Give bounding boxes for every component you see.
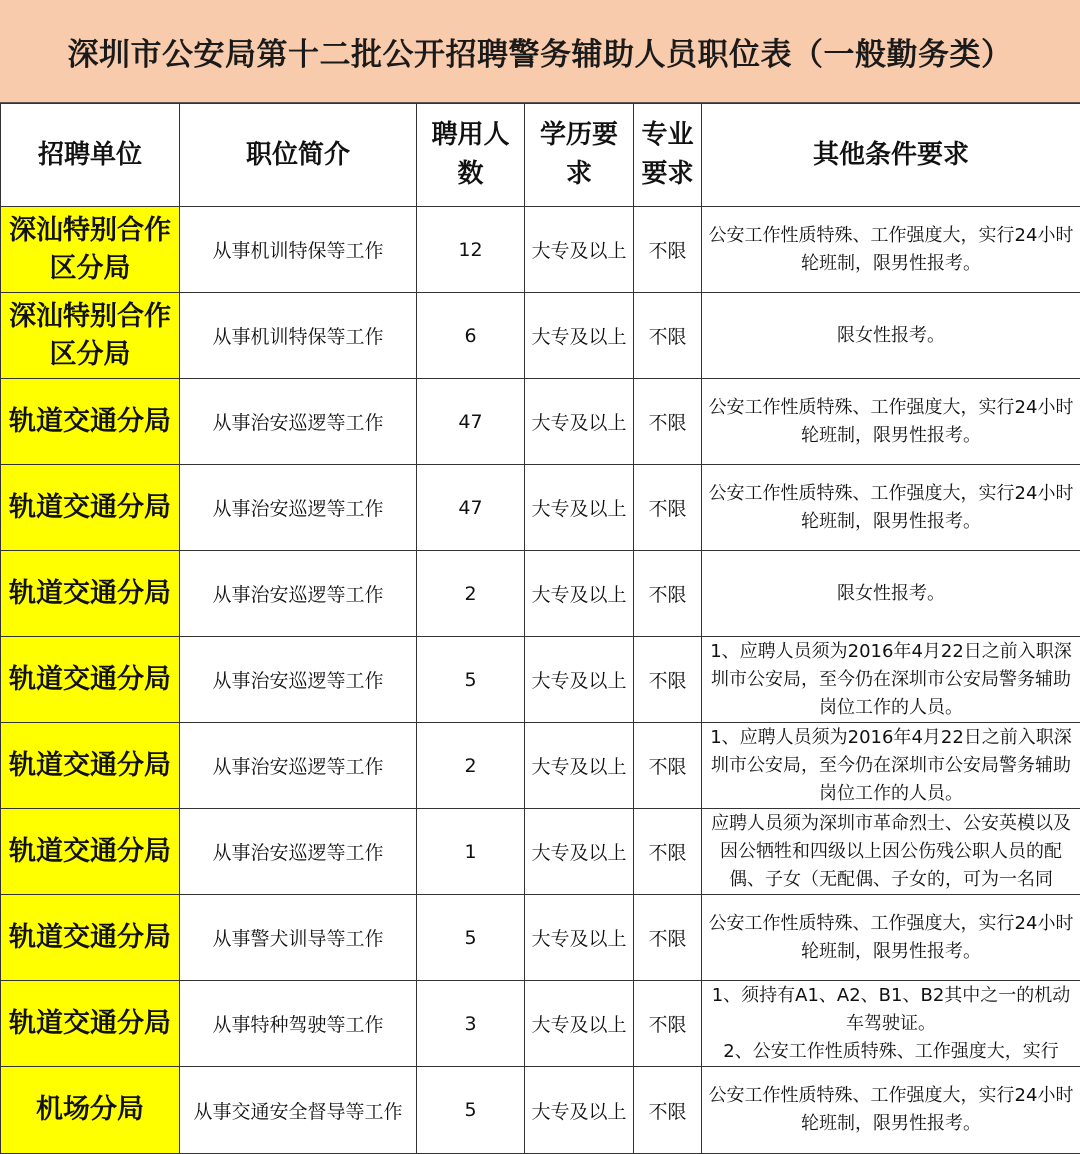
header-row	[1, 104, 1080, 207]
cell-unit: 轨道交通分局	[1, 637, 180, 723]
header-desc: 职位简介	[180, 104, 417, 207]
cell-description: 从事治安巡逻等工作	[180, 551, 417, 637]
cell-major: 不限	[634, 1067, 702, 1154]
cell-other-requirements	[702, 465, 1080, 551]
cell-other-requirements	[702, 207, 1080, 293]
table-row	[1, 379, 1080, 465]
cell-count: 6	[417, 293, 525, 379]
table-row	[1, 207, 1080, 293]
cell-unit: 轨道交通分局	[1, 981, 180, 1067]
cell-description: 从事警犬训导等工作	[180, 895, 417, 981]
cell-education: 大专及以上	[525, 551, 634, 637]
cell-count: 47	[417, 465, 525, 551]
table-row	[1, 293, 1080, 379]
cell-count: 5	[417, 637, 525, 723]
cell-major: 不限	[634, 465, 702, 551]
cell-description: 从事特种驾驶等工作	[180, 981, 417, 1067]
positions-table	[0, 103, 1080, 1154]
table-row	[1, 809, 1080, 895]
other-requirements-text: 公安工作性质特殊、工作强度大，实行24小时轮班制，限男性报考。	[708, 910, 1074, 966]
cell-major: 不限	[634, 207, 702, 293]
cell-count: 12	[417, 207, 525, 293]
cell-count: 3	[417, 981, 525, 1067]
other-requirements-text: 应聘人员须为深圳市革命烈士、公安英模以及因公牺牲和四级以上因公伤残公职人员的配偶、子女（无配偶、子女的，可为一名同	[708, 810, 1074, 894]
cell-unit: 轨道交通分局	[1, 723, 180, 809]
cell-major: 不限	[634, 293, 702, 379]
table-row	[1, 1067, 1080, 1154]
table-row	[1, 981, 1080, 1067]
table-row	[1, 895, 1080, 981]
cell-education: 大专及以上	[525, 723, 634, 809]
cell-education: 大专及以上	[525, 465, 634, 551]
table-row	[1, 723, 1080, 809]
cell-education: 大专及以上	[525, 809, 634, 895]
cell-education: 大专及以上	[525, 207, 634, 293]
cell-other-requirements	[702, 1067, 1080, 1154]
other-requirements-text: 限女性报考。	[708, 322, 1074, 350]
cell-education: 大专及以上	[525, 895, 634, 981]
cell-unit: 轨道交通分局	[1, 465, 180, 551]
cell-unit: 轨道交通分局	[1, 895, 180, 981]
cell-description: 从事治安巡逻等工作	[180, 637, 417, 723]
cell-other-requirements	[702, 723, 1080, 809]
cell-description: 从事治安巡逻等工作	[180, 465, 417, 551]
cell-major: 不限	[634, 981, 702, 1067]
cell-count: 5	[417, 1067, 525, 1154]
other-requirements-text: 公安工作性质特殊、工作强度大，实行24小时轮班制，限男性报考。	[708, 394, 1074, 450]
cell-description: 从事治安巡逻等工作	[180, 379, 417, 465]
cell-count: 2	[417, 723, 525, 809]
cell-description: 从事机训特保等工作	[180, 207, 417, 293]
table-row	[1, 551, 1080, 637]
cell-major: 不限	[634, 551, 702, 637]
other-requirements-text: 1、须持有A1、A2、B1、B2其中之一的机动车驾驶证。 2、公安工作性质特殊、工作强度大，实行	[708, 982, 1074, 1066]
cell-count: 47	[417, 379, 525, 465]
cell-other-requirements	[702, 895, 1080, 981]
header-edu: 学历要求	[525, 104, 634, 207]
cell-education: 大专及以上	[525, 379, 634, 465]
cell-major: 不限	[634, 895, 702, 981]
cell-unit: 轨道交通分局	[1, 809, 180, 895]
cell-other-requirements	[702, 809, 1080, 895]
other-requirements-text: 1、应聘人员须为2016年4月22日之前入职深圳市公安局，至今仍在深圳市公安局警务辅助岗位工作的人员。	[708, 638, 1074, 722]
cell-education: 大专及以上	[525, 981, 634, 1067]
cell-unit: 轨道交通分局	[1, 379, 180, 465]
other-requirements-text: 公安工作性质特殊、工作强度大，实行24小时轮班制，限男性报考。	[708, 222, 1074, 278]
cell-education: 大专及以上	[525, 637, 634, 723]
cell-unit: 深汕特别合作区分局	[1, 293, 180, 379]
cell-count: 1	[417, 809, 525, 895]
cell-other-requirements	[702, 293, 1080, 379]
cell-major: 不限	[634, 723, 702, 809]
table-row	[1, 465, 1080, 551]
table-row	[1, 637, 1080, 723]
cell-other-requirements	[702, 981, 1080, 1067]
other-requirements-text: 公安工作性质特殊、工作强度大，实行24小时轮班制，限男性报考。	[708, 480, 1074, 536]
cell-major: 不限	[634, 809, 702, 895]
other-requirements-text: 1、应聘人员须为2016年4月22日之前入职深圳市公安局，至今仍在深圳市公安局警务辅助岗位工作的人员。	[708, 724, 1074, 808]
cell-count: 5	[417, 895, 525, 981]
cell-education: 大专及以上	[525, 293, 634, 379]
page-title: 深圳市公安局第十二批公开招聘警务辅助人员职位表（一般勤务类）	[68, 29, 1013, 74]
other-requirements-text: 公安工作性质特殊、工作强度大，实行24小时轮班制，限男性报考。	[708, 1082, 1074, 1138]
title-bar	[0, 0, 1080, 103]
cell-description: 从事交通安全督导等工作	[180, 1067, 417, 1154]
cell-other-requirements	[702, 551, 1080, 637]
header-unit: 招聘单位	[1, 104, 180, 207]
cell-unit: 轨道交通分局	[1, 551, 180, 637]
cell-education: 大专及以上	[525, 1067, 634, 1154]
cell-unit: 机场分局	[1, 1067, 180, 1154]
cell-other-requirements	[702, 379, 1080, 465]
cell-major: 不限	[634, 637, 702, 723]
cell-other-requirements	[702, 637, 1080, 723]
header-count: 聘用人数	[417, 104, 525, 207]
cell-major: 不限	[634, 379, 702, 465]
cell-unit: 深汕特别合作区分局	[1, 207, 180, 293]
other-requirements-text: 限女性报考。	[708, 580, 1074, 608]
cell-description: 从事治安巡逻等工作	[180, 723, 417, 809]
cell-description: 从事治安巡逻等工作	[180, 809, 417, 895]
cell-description: 从事机训特保等工作	[180, 293, 417, 379]
header-major: 专业要求	[634, 104, 702, 207]
header-other: 其他条件要求	[702, 104, 1080, 207]
cell-count: 2	[417, 551, 525, 637]
